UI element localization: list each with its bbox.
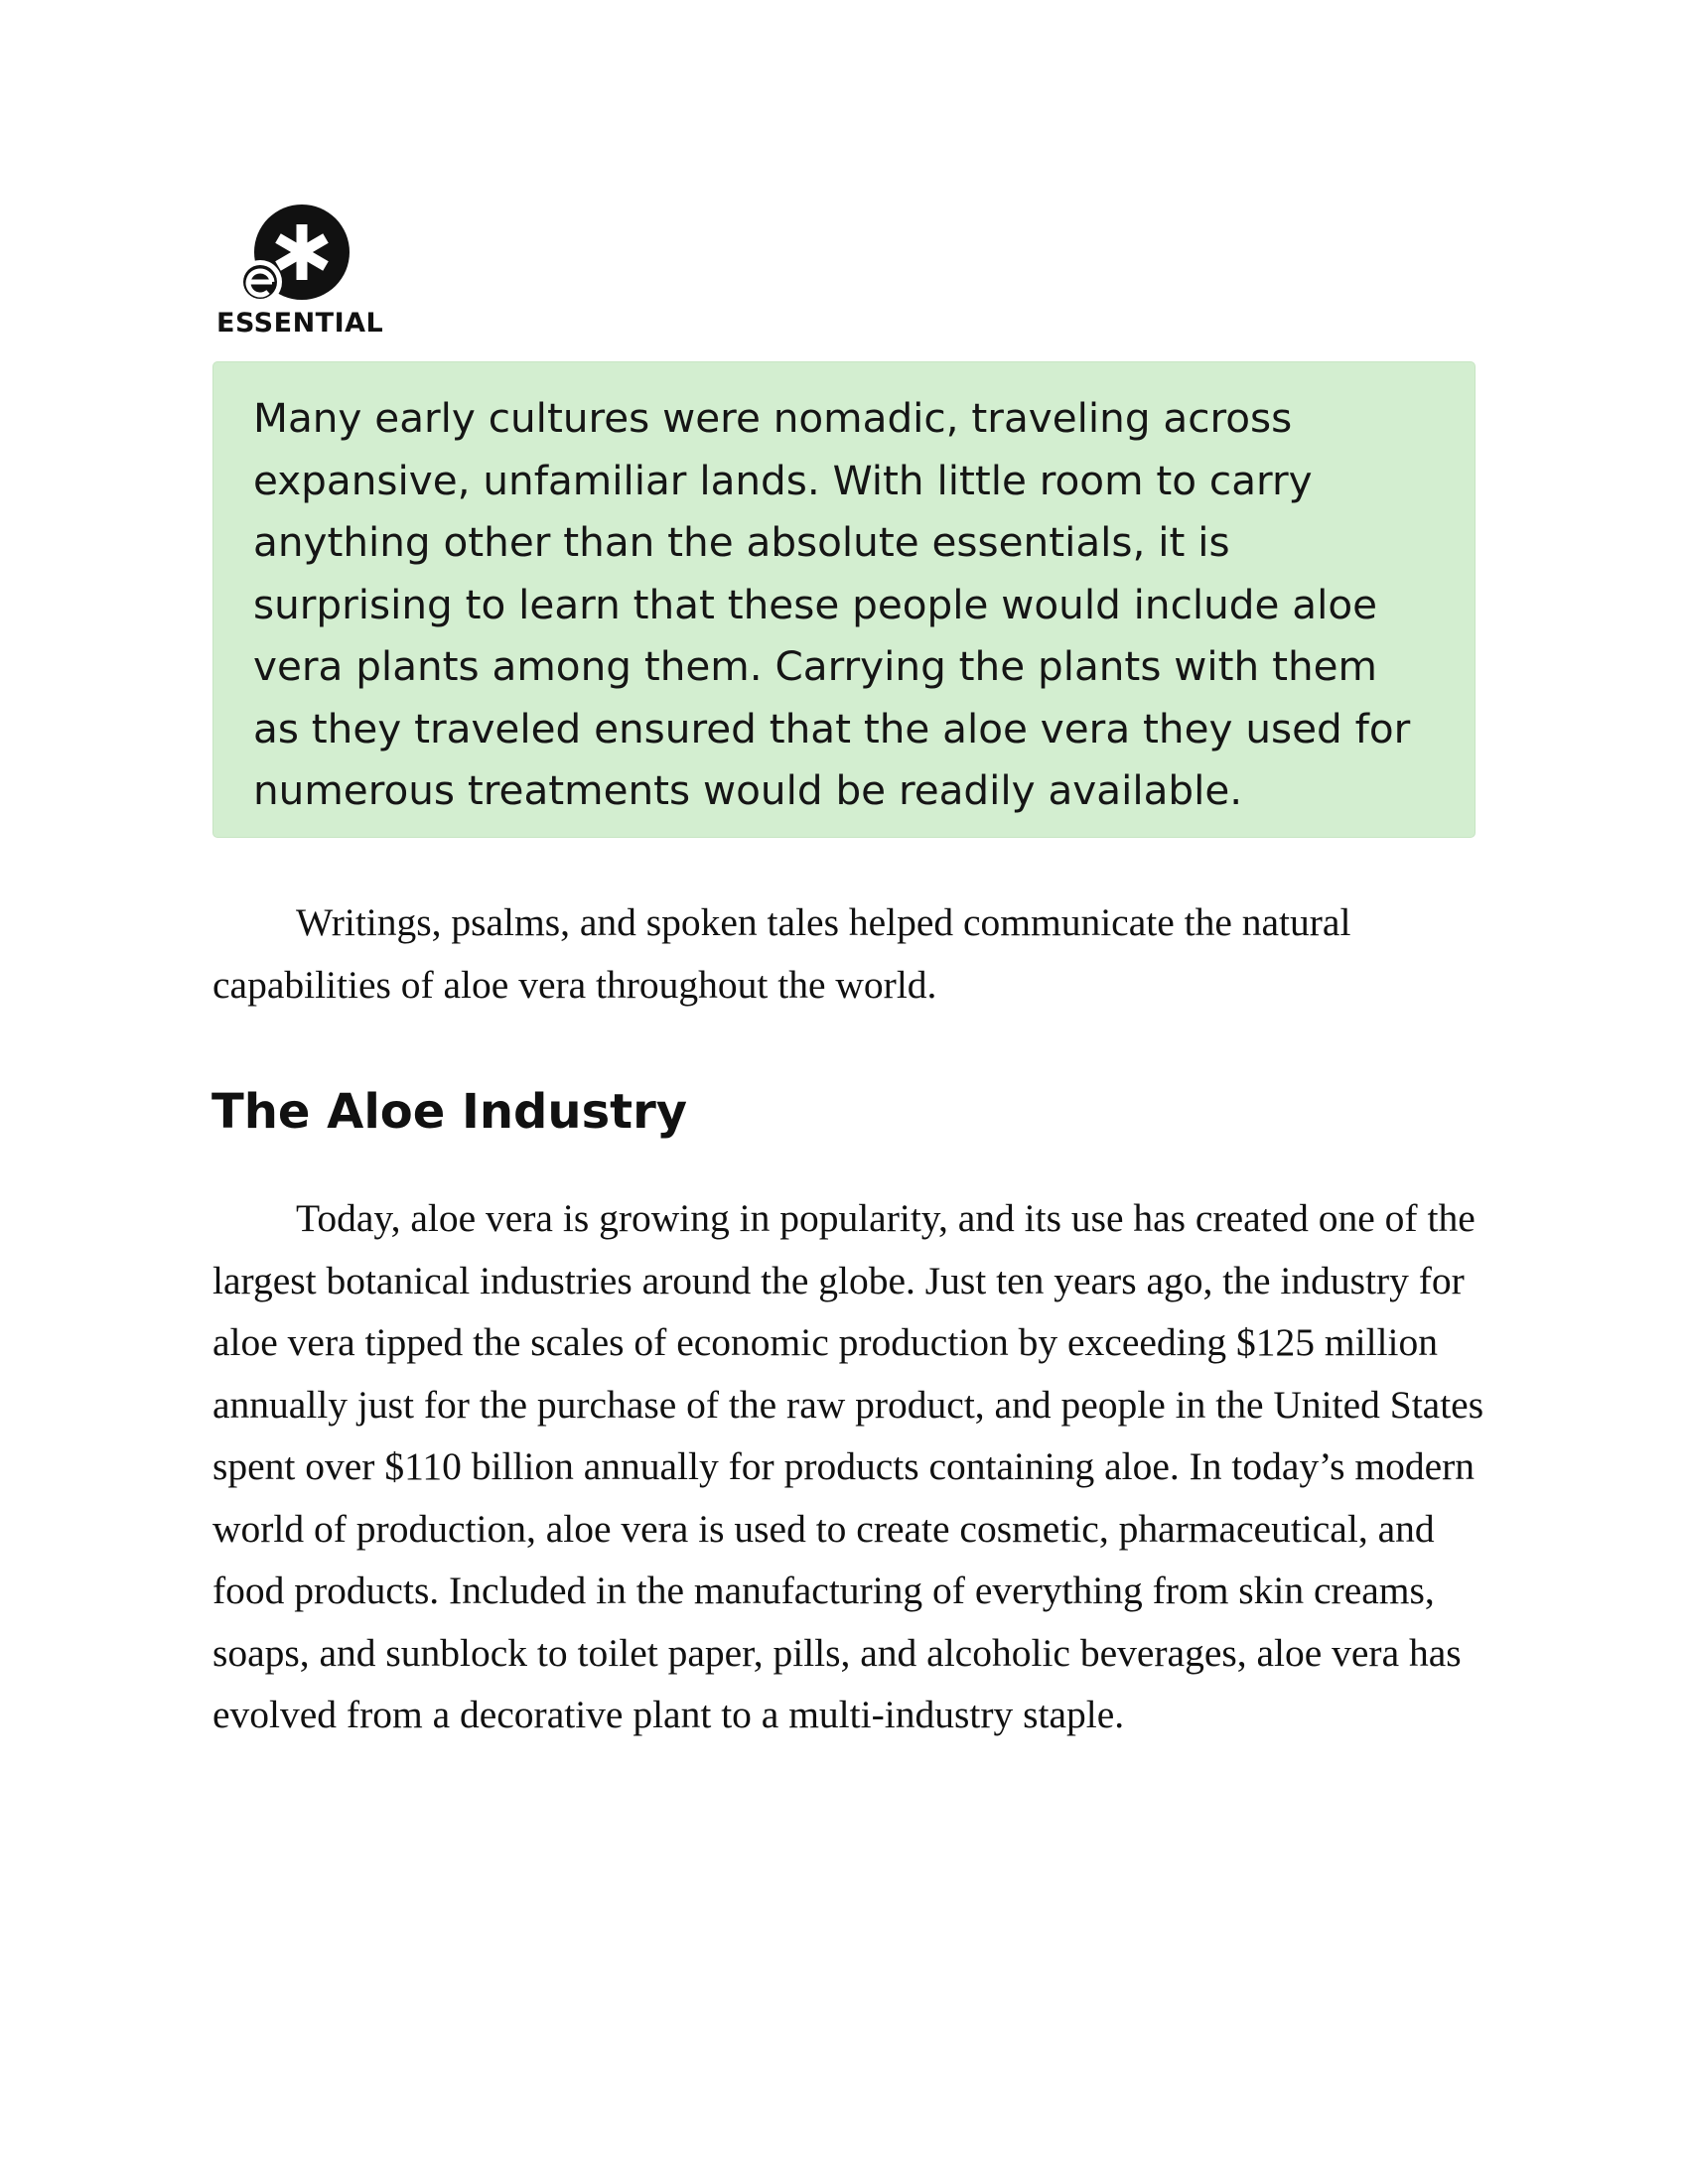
asterisk-e-icon <box>211 201 389 310</box>
section-heading: The Aloe Industry <box>211 1084 688 1140</box>
body-paragraph: Writings, psalms, and spoken tales helped communicate the natural capabilities of aloe vera throughout the world. <box>212 900 1351 1007</box>
essential-logo <box>211 201 389 340</box>
logo-wordmark: ESSENTIAL <box>216 308 384 339</box>
callout-box <box>212 361 1476 838</box>
callout-text: Many early cultures were nomadic, traveling across expansive, unfamiliar lands. With little room to carry anything other than the absolute essentials, it is surprising to learn that these people would include aloe vera plants among them. Carrying the plants with them as they traveled ensured that the aloe vera they used for numerous treatments would be readily available. <box>253 394 1411 814</box>
section-paragraph: Today, aloe vera is growing in popularity, and its use has created one of the largest botanical industries around the globe. Just ten years ago, the industry for aloe vera tipped the scales of economic production by exceeding $125 million annually just for the purchase of the raw product, and people in the United States spent over $110 billion annually for products containing aloe. In today’s modern world of production, aloe vera is used to create cosmetic, pharmaceutical, and food products. Included in the manufacturing of everything from skin creams, soaps, and sunblock to toilet paper, pills, and alcoholic beverages, aloe vera has evolved from a decorative plant to a multi-industry staple. <box>212 1196 1484 1736</box>
